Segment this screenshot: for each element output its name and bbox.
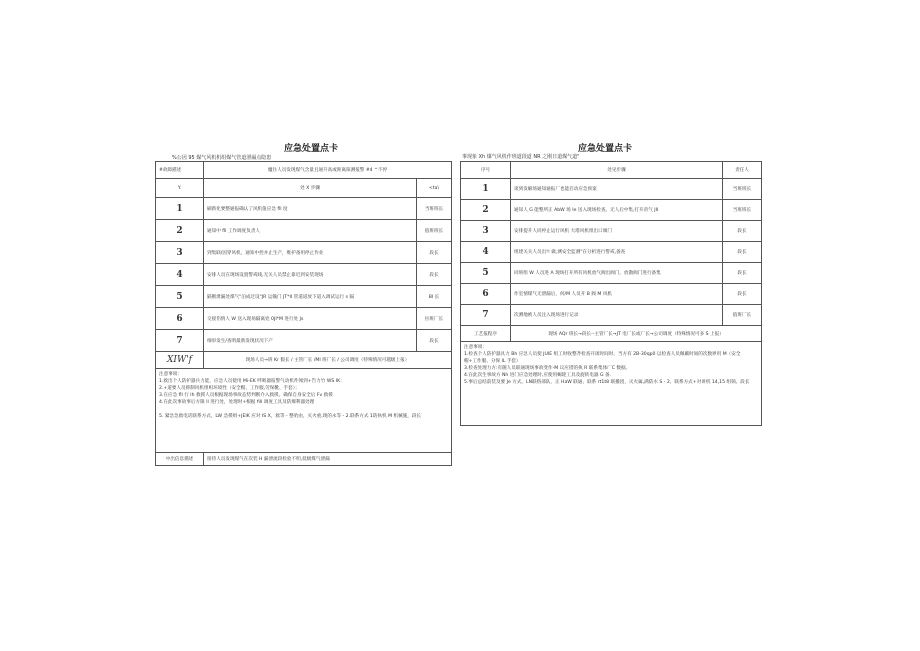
left-step-text: 刷新化要整通报确认了风机值应急 fll 度 [204, 198, 417, 220]
right-header-seq: 序号 [461, 162, 511, 179]
left-step-number: 7 [156, 330, 204, 352]
left-report-mark: XIW'f [156, 352, 204, 369]
left-step-row [156, 330, 452, 352]
left-step-number: 6 [156, 308, 204, 330]
right-step-number: 7 [461, 305, 511, 326]
right-step-number: 3 [461, 221, 511, 242]
left-step-number: 4 [156, 264, 204, 286]
left-footer-value: 接待人员发现煤气在次装 H 漏泄流段检验不明,低级煤气泄漏 [204, 453, 452, 466]
right-step-text: 谈到发解场通知通报厂也能启动应急预案 [511, 179, 723, 200]
right-step-row [461, 179, 762, 200]
left-card-title: 应急处置点卡 [284, 144, 339, 154]
left-step-text: 到集联/因穿风机，通知中控并止生产，维护备用停止作业 [204, 242, 417, 264]
left-card-subtitle: %公因 95 煤气风机机组煤气管道泄漏点隐患 [172, 155, 272, 161]
right-step-person: 段长 [723, 221, 762, 242]
left-event-label: #故障描述 [156, 162, 204, 179]
left-card-table [155, 161, 452, 466]
left-step-row [156, 308, 452, 330]
right-step-row [461, 242, 762, 263]
left-step-person: 拉班厂长 [417, 308, 452, 330]
right-step-number: 6 [461, 284, 511, 305]
right-step-person: 段长 [723, 242, 762, 263]
right-note-line: 注意事项： [464, 345, 487, 350]
right-step-text: 次测地被人员注入现场进行记录 [511, 305, 723, 326]
left-step-person: 当班班长 [417, 198, 452, 220]
left-step-person: 段长 [417, 264, 452, 286]
right-note-line: 5.事后总结前装及要 Je 方式，LN联络部队，正 HaW 联通、联系 rt1t8 联播团，灭火属,满防水 S - 2、联系方式+对讲机 14,15 组频、段长 [464, 380, 750, 385]
left-step-number: 1 [156, 198, 204, 220]
right-step-person: 值班厂长 [723, 305, 762, 326]
left-note-line: 1.救出个人防护器兵力能，应急人员使用 Mi-EK 呼吸器报警气动机件闻到+告力竹 WS IK： [159, 379, 345, 384]
left-note-line: 注意事项： [159, 372, 182, 377]
right-card-table [460, 161, 762, 426]
left-step-text: 交接伤情人 W 送入现场隔离处 0JI*M 进行处 Js [204, 308, 417, 330]
left-event-row [156, 162, 452, 179]
left-header-seq: Y. [156, 179, 204, 198]
right-step-text: 安排提升人同停止运行风机 大塔风机组出口阀门 [511, 221, 723, 242]
left-note-line: 4.在此次事故事后方限 ll 进行处，处理时+根据 fill 调度工具及防爆利器处理 [159, 400, 315, 405]
right-step-text: 作室情煤气无泄漏后，何/M 人员开 B 阀 M 风机 [511, 284, 723, 305]
right-step-row [461, 263, 762, 284]
left-notes [156, 369, 452, 453]
right-step-person: 段长 [723, 263, 762, 284]
left-event-value: 魔住人员发现煤气含量且通升高或距离探测报警 #4 ^不停 [204, 162, 452, 179]
right-step-text: 同班组 W 人员进 A 现场打开所有风机放气阀出阀门，放散阀门进行备集 [511, 263, 723, 284]
left-step-text: 细审发生/查明最新发现状况下产 [204, 330, 417, 352]
right-step-number: 5 [461, 263, 511, 284]
right-note-line: 帽+工作服、分保 IL 手套） [464, 359, 521, 364]
right-card-subtitle: 事现象 Xh 煤气风机作班道段道 NR 之刚日道煤气道" [462, 154, 580, 160]
left-step-person: 段长 [417, 242, 452, 264]
left-step-person: 值班班长 [417, 220, 452, 242]
right-step-number: 1 [461, 179, 511, 200]
left-step-number: 5 [156, 286, 204, 308]
left-step-number: 3 [156, 242, 204, 264]
left-report-row [156, 352, 452, 369]
right-notes [461, 342, 762, 426]
right-header-person: 责任人 [723, 162, 762, 179]
left-notes-row [156, 369, 452, 453]
left-step-row [156, 198, 452, 220]
left-step-person: 段长 [417, 330, 452, 352]
left-step-person: BI 长 [417, 286, 452, 308]
right-step-number: 4 [461, 242, 511, 263]
right-step-row [461, 200, 762, 221]
left-step-row [156, 242, 452, 264]
right-step-number: 2 [461, 200, 511, 221]
right-report-mark: 工艺报程序 [461, 326, 511, 342]
right-header-row [461, 162, 762, 179]
right-report-text: 现场 AQr 班长→段长--主管厂长→JT 电厂长或厂长→公司调度（特殊情况可多 S 上报） [511, 326, 762, 342]
left-note-line: 3.在应急 fll 行 lh 救援人员根据现场事故态势判断介入救援、确保自身安全后 Fv 救援 [159, 393, 333, 398]
left-report-text: 现场人员→班 Kr 假长 / 主管厂长 /MI 班厂长 / 公司调度（特殊情况可越级上报） [204, 352, 452, 369]
right-step-row [461, 284, 762, 305]
right-step-person: 当班班长 [723, 200, 762, 221]
left-header-person: <ta\ [417, 179, 452, 198]
right-step-text: 组建关关人员出!! 做,测安全监测"在分析进行警戒,备查 [511, 242, 723, 263]
left-step-text: 安排人员在现场设置警戒线,无关人员禁止靠近到安装现场 [204, 264, 417, 286]
right-step-text: 通知人 G 能整所正 AbW 场 Ie 送入现场检查、无人后中集,打开帝气 JII [511, 200, 723, 221]
left-note-line [159, 406, 448, 413]
right-step-person: 段长 [723, 284, 762, 305]
left-step-row [156, 286, 452, 308]
right-step-person: 当班班长 [723, 179, 762, 200]
left-step-text: 通知中 fll 工作调度负责人 [204, 220, 417, 242]
left-step-number: 2 [156, 220, 204, 242]
left-step-row [156, 220, 452, 242]
left-step-row [156, 264, 452, 286]
right-note-line: 1.检查个人防护器具力 Bh 应急人员使 JUIE 组工时收整齐检查开闭时间时、当方有 2B-30qp0 以检查人员佩戴时间的次数界用 M（安全 [464, 352, 741, 357]
right-card-title: 应急处置点卡 [578, 144, 633, 154]
right-header-step: 处见步骤 [511, 162, 723, 179]
left-note-line: 2.+道要人员抑制风机组织环境性（安全帽、工作服,劳保靴、手套）； [159, 386, 300, 391]
left-header-row [156, 179, 452, 198]
left-header-step: 处 X 步骤 [204, 179, 417, 198]
right-step-row [461, 305, 762, 326]
left-footer-row [156, 453, 452, 466]
right-report-row [461, 326, 762, 342]
right-note-line: 4.在此次生事故方 Nh 进门应急处理时,应使用蝎轮工具及旋转电器 G 备. [464, 373, 612, 378]
right-step-row [461, 221, 762, 242]
left-note-line: 5. 紧急急救电话联系方式，LW 急援组+JEIK 应对 IS X，救等 - 整哈由，灭火重,现的永等 - 2.联系方式 1防执机 M 机械施，段长 [159, 414, 422, 419]
right-notes-row [461, 342, 762, 426]
left-footer-label: 中出信息描述 [156, 453, 204, 466]
left-step-text: 隔断泄漏处煤气"泊成过设"JR 运输门 JT*II 管道道放下道入调试运行 s 隔 [204, 286, 417, 308]
right-note-line: 3.检查处理力方:有随人员联通现场事故变作-M 议应措的执 R 联系集体厂C 数据。 [464, 366, 631, 371]
